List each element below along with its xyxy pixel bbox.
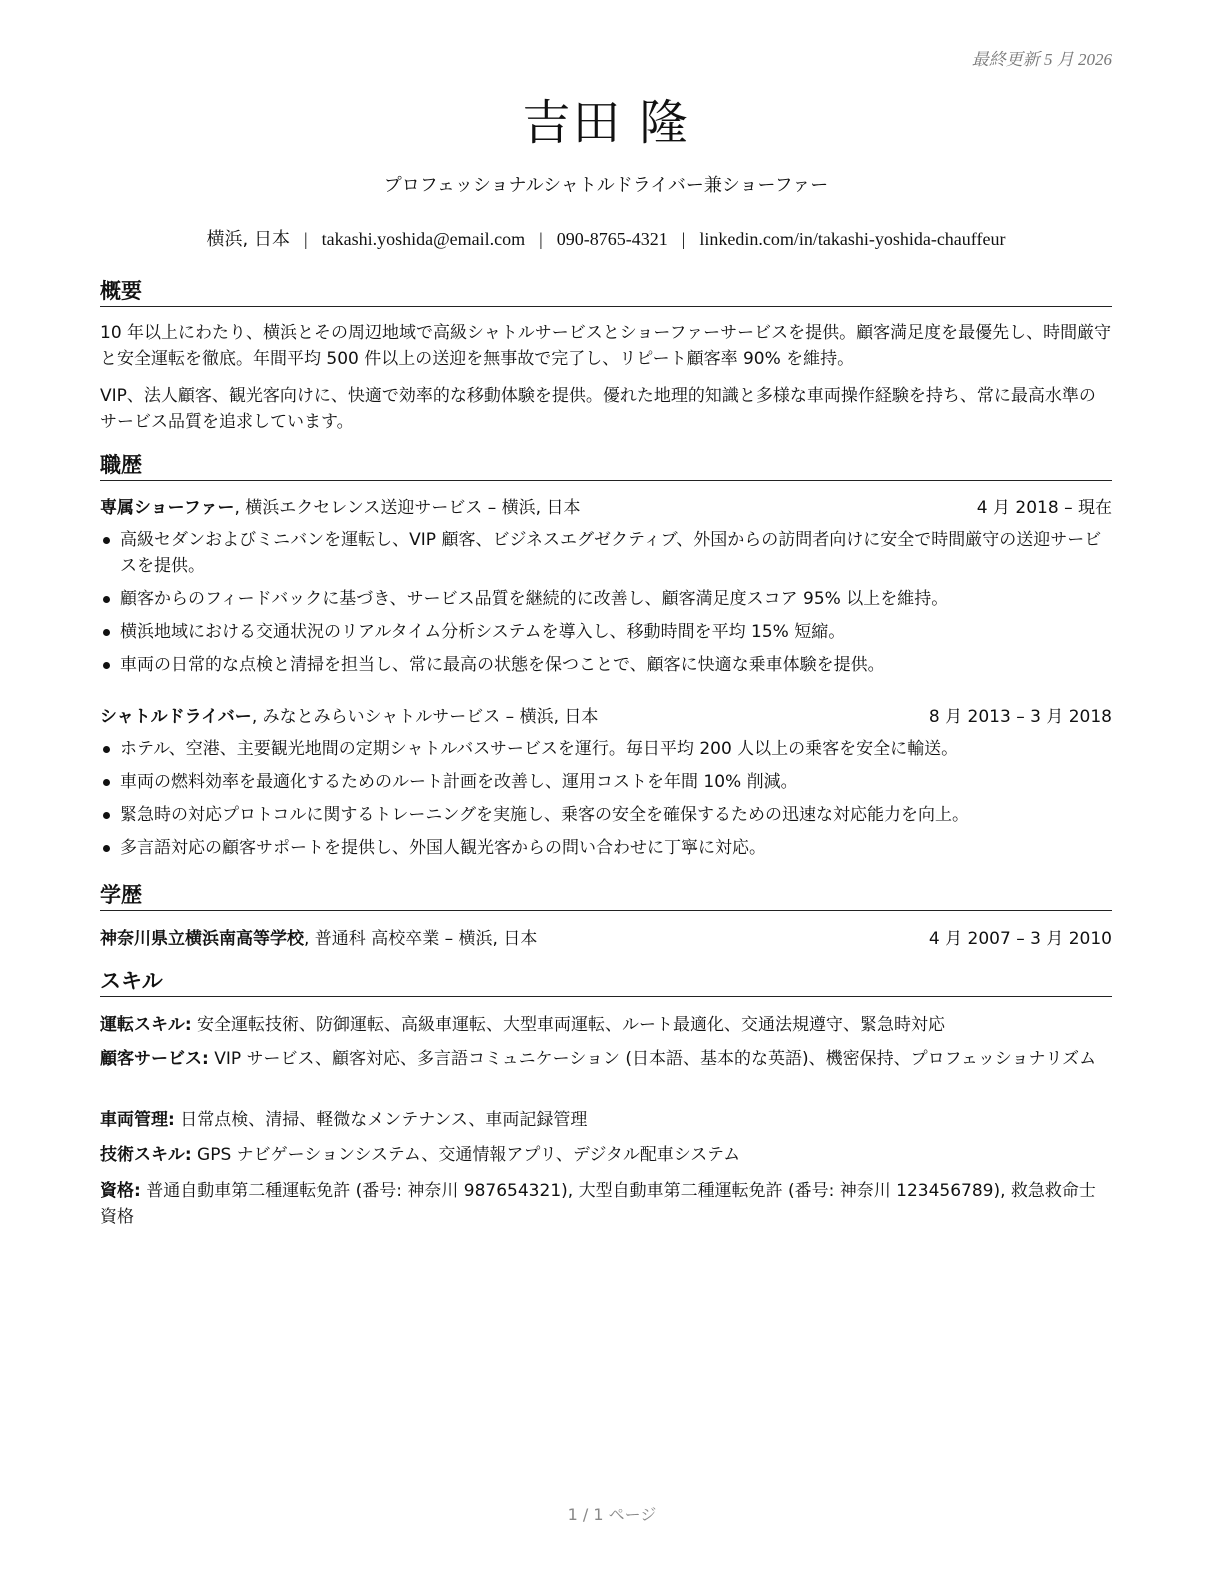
list-item: 横浜地域における交通状況のリアルタイム分析システムを導入し、移動時間を平均 15% 短縮。 [100, 619, 1112, 645]
contact-separator: | [304, 229, 308, 249]
skill-label: 資格: [100, 1181, 141, 1201]
skill-line [100, 1012, 1112, 1038]
skill-label: 運転スキル: [100, 1015, 192, 1035]
resume-page [100, 0, 1112, 1584]
skill-line [100, 1107, 1112, 1133]
contact-linkedin[interactable]: linkedin.com/in/takashi-yoshida-chauffeur [699, 229, 1006, 249]
section-title-skills: スキル [100, 968, 1112, 997]
education-entry [100, 926, 1112, 952]
school-name: 神奈川県立横浜南高等学校 [100, 929, 304, 949]
skill-text: 普通自動車第二種運転免許 (番号: 神奈川 987654321), 大型自動車第二種運転免許 (番号: 神奈川 123456789), 救急救命士資格 [100, 1181, 1096, 1227]
contact-line [100, 225, 1112, 251]
list-item: 高級セダンおよびミニバンを運転し、VIP 顧客、ビジネスエグゼクティブ、外国からの訪問者向けに安全で時間厳守の送迎サービスを提供。 [100, 527, 1112, 579]
summary-paragraph: 10 年以上にわたり、横浜とその周辺地域で高級シャトルサービスとショーファーサービスを提供。顧客満足度を最優先し、時間厳守と安全運転を徹底。年間平均 500 件以上の送迎を無事故で完了し、リピート顧客率 90% を維持。 [100, 323, 1112, 369]
job-dates: 8 月 2013 – 3 月 2018 [928, 707, 1112, 727]
last-updated: 最終更新 5 月 2026 [971, 50, 1112, 69]
section-title-experience: 職歴 [100, 452, 1112, 481]
contact-location: 横浜, 日本 [206, 229, 290, 250]
job-header [100, 704, 1112, 730]
page-number: 1 / 1 ページ [567, 1505, 657, 1524]
skill-text: 日常点検、清掃、軽微なメンテナンス、車両記録管理 [174, 1110, 588, 1130]
contact-separator: | [539, 229, 543, 249]
skill-text: 安全運転技術、防御運転、高級車運転、大型車両運転、ルート最適化、交通法規遵守、緊急時対応 [191, 1015, 946, 1035]
job-dates: 4 月 2018 – 現在 [976, 498, 1112, 518]
summary-paragraph: VIP、法人顧客、観光客向けに、快適で効率的な移動体験を提供。優れた地理的知識と多様な車両操作経験を持ち、常に最高水準のサービス品質を追求しています。 [100, 386, 1096, 432]
skill-line [100, 1046, 1112, 1072]
education-dates: 4 月 2007 – 3 月 2010 [928, 929, 1112, 949]
section-title-summary: 概要 [100, 278, 1112, 307]
job-role: 専属ショーファー [100, 498, 235, 518]
section-title-education: 学歴 [100, 882, 1112, 911]
candidate-name: 吉田 隆 [522, 95, 690, 151]
contact-separator: | [681, 229, 686, 249]
job-bullets [100, 527, 1112, 685]
candidate-title: プロフェッショナルシャトルドライバー兼ショーファー [383, 175, 829, 196]
school-detail: , 普通科 高校卒業 – 横浜, 日本 [304, 929, 538, 949]
job-company: , 横浜エクセレンス送迎サービス – 横浜, 日本 [234, 498, 581, 518]
job-bullets [100, 736, 1112, 868]
skill-label: 車両管理: [100, 1110, 175, 1130]
job-company: , みなとみらいシャトルサービス – 横浜, 日本 [251, 707, 599, 727]
job-role: シャトルドライバー [100, 707, 252, 727]
list-item: 車両の日常的な点検と清掃を担当し、常に最高の状態を保つことで、顧客に快適な乗車体験を提供。 [100, 652, 1112, 678]
skill-label: 技術スキル: [100, 1145, 192, 1165]
skill-text: VIP サービス、顧客対応、多言語コミュニケーション (日本語、基本的な英語)、機密保持、プロフェッショナリズム [208, 1049, 1097, 1069]
contact-email[interactable]: takashi.yoshida@email.com [321, 229, 526, 249]
list-item: 車両の燃料効率を最適化するためのルート計画を改善し、運用コストを年間 10% 削減。 [100, 769, 1112, 795]
list-item: 顧客からのフィードバックに基づき、サービス品質を継続的に改善し、顧客満足度スコア 95% 以上を維持。 [100, 586, 1112, 612]
list-item: ホテル、空港、主要観光地間の定期シャトルバスサービスを運行。毎日平均 200 人以上の乗客を安全に輸送。 [100, 736, 1112, 762]
skill-text: GPS ナビゲーションシステム、交通情報アプリ、デジタル配車システム [191, 1145, 741, 1165]
skill-line [100, 1178, 1112, 1230]
job-header [100, 495, 1112, 521]
list-item: 多言語対応の顧客サポートを提供し、外国人観光客からの問い合わせに丁寧に対応。 [100, 835, 1112, 861]
contact-phone[interactable]: 090-8765-4321 [556, 229, 668, 249]
skill-line [100, 1142, 1112, 1168]
skill-label: 顧客サービス: [100, 1049, 209, 1069]
list-item: 緊急時の対応プロトコルに関するトレーニングを実施し、乗客の安全を確保するための迅速な対応能力を向上。 [100, 802, 1112, 828]
